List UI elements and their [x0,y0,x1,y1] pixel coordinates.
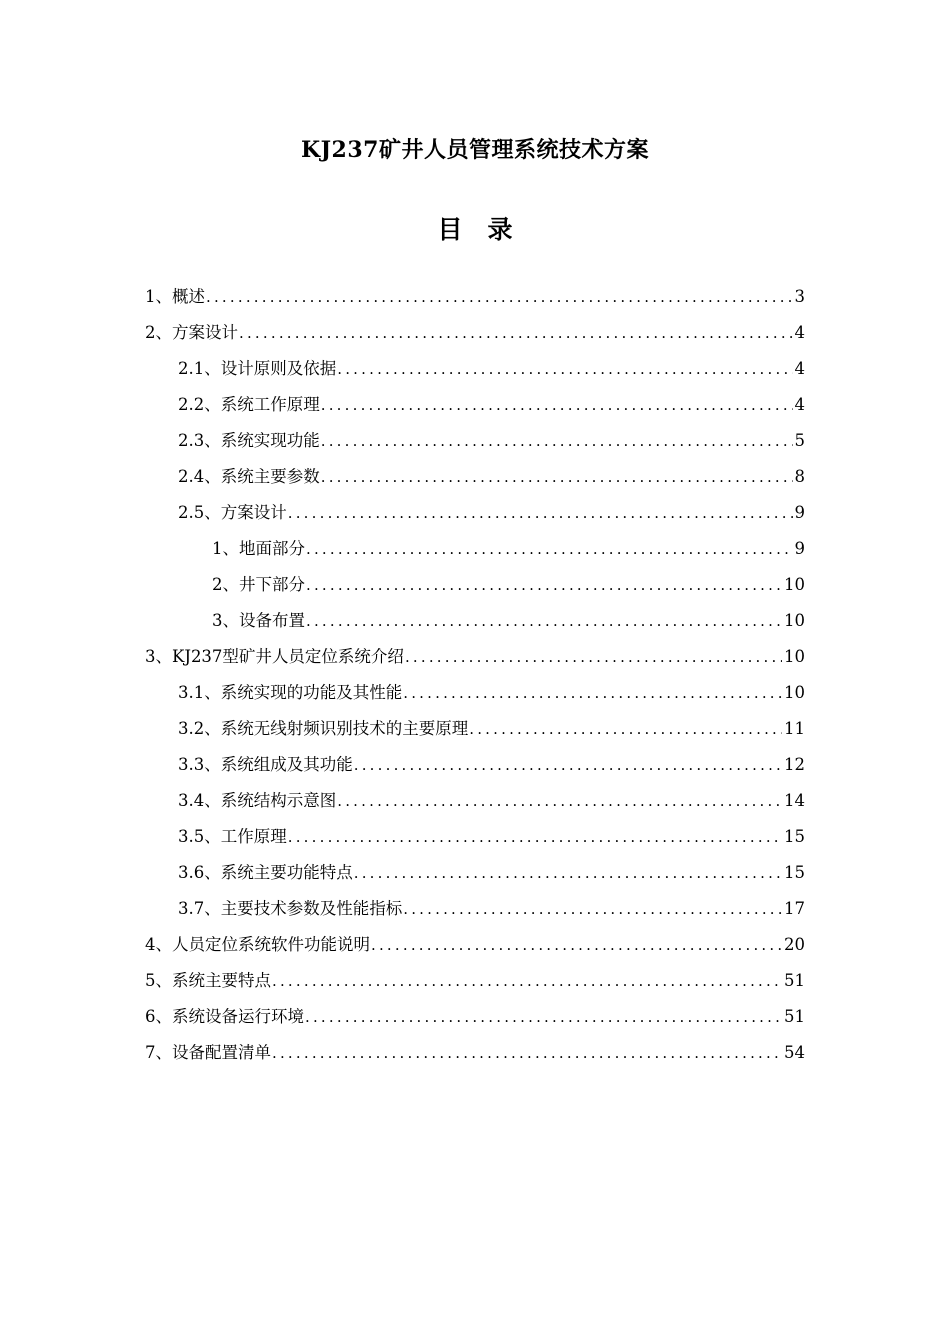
toc-entry-page: 10 [784,611,805,630]
toc-leader-dots [354,747,782,783]
toc-entry[interactable] [145,639,805,675]
toc-leader-dots [321,423,793,459]
toc-entry-page: 14 [784,791,805,810]
toc-entry[interactable] [178,423,805,459]
toc-entry-label: 4、人员定位系统软件功能说明 [145,935,370,954]
toc-entry[interactable] [178,855,805,891]
toc-entry-page: 11 [784,719,805,738]
toc-entry[interactable] [212,567,805,603]
toc-leader-dots [371,927,782,963]
toc-entry-page: 15 [784,863,805,882]
toc-leader-dots [306,603,782,639]
toc-heading: 目 录 [437,215,513,244]
toc-entry-label: 3.4、系统结构示意图 [178,791,337,810]
toc-entry[interactable] [178,495,805,531]
toc-entry[interactable] [145,963,805,999]
toc-entry[interactable] [145,999,805,1035]
toc-entry[interactable] [178,819,805,855]
toc-leader-dots [272,963,782,999]
toc-entry-label: 7、设备配置清单 [145,1043,271,1062]
toc-leader-dots [321,459,793,495]
toc-leader-dots [403,891,782,927]
toc-leader-dots [306,567,782,603]
toc-entry[interactable] [145,1035,805,1071]
toc-entry-page: 4 [794,395,805,414]
toc-entry-label: 3、设备布置 [212,611,305,630]
toc-entry-page: 5 [794,431,805,450]
toc-leader-dots [272,1035,782,1071]
toc-entry[interactable] [212,531,805,567]
toc-entry-page: 3 [794,287,805,306]
toc-entry[interactable] [178,459,805,495]
toc-entry-page: 10 [784,683,805,702]
toc-entry-page: 9 [794,539,805,558]
toc-leader-dots [337,783,782,819]
document-title: KJ237矿井人员管理系统技术方案 [301,137,649,163]
toc-entry[interactable] [178,711,805,747]
toc-entry-label: 3、KJ237型矿井人员定位系统介绍 [145,647,404,666]
toc-entry[interactable] [145,315,805,351]
toc-leader-dots [405,639,782,675]
toc-entry-page: 17 [784,899,805,918]
toc-entry-label: 2.5、方案设计 [178,503,287,522]
toc-leader-dots [239,315,793,351]
toc-entry-page: 9 [794,503,805,522]
toc-entry-page: 12 [784,755,805,774]
toc-leader-dots [469,711,782,747]
toc-entry-label: 2.3、系统实现功能 [178,431,320,450]
toc-entry-page: 8 [794,467,805,486]
toc-entry[interactable] [178,351,805,387]
toc-entry-label: 1、地面部分 [212,539,305,558]
toc-entry[interactable] [212,603,805,639]
toc-entry[interactable] [178,747,805,783]
toc-entry[interactable] [178,783,805,819]
toc-entry-label: 3.6、系统主要功能特点 [178,863,353,882]
toc-entry-label: 3.1、系统实现的功能及其性能 [178,683,403,702]
toc-entry-page: 4 [794,359,805,378]
toc-entry[interactable] [178,387,805,423]
toc-entry[interactable] [178,891,805,927]
toc-leader-dots [206,279,793,315]
toc-entry-label: 5、系统主要特点 [145,971,271,990]
toc-entry-page: 54 [784,1043,805,1062]
toc-entry-page: 10 [784,575,805,594]
toc-entry-label: 2.2、系统工作原理 [178,395,320,414]
toc-entry-label: 3.3、系统组成及其功能 [178,755,353,774]
toc-leader-dots [337,351,792,387]
toc-entry-page: 51 [784,971,805,990]
toc-leader-dots [354,855,782,891]
toc-leader-dots [306,531,793,567]
toc-entry-label: 3.5、工作原理 [178,827,287,846]
toc-entry-label: 2、方案设计 [145,323,238,342]
toc-entry-label: 3.7、主要技术参数及性能指标 [178,899,403,918]
toc-leader-dots [288,819,782,855]
toc-entry[interactable] [178,675,805,711]
toc-entry-label: 2.4、系统主要参数 [178,467,320,486]
toc-entry-label: 2.1、设计原则及依据 [178,359,337,378]
toc-entry-page: 20 [784,935,805,954]
toc-entry[interactable] [145,927,805,963]
toc-entry-label: 3.2、系统无线射频识别技术的主要原理 [178,719,469,738]
toc-entry-page: 15 [784,827,805,846]
toc-entry-page: 4 [794,323,805,342]
toc-entry-label: 2、井下部分 [212,575,305,594]
toc-leader-dots [305,999,782,1035]
toc-leader-dots [403,675,782,711]
toc-leader-dots [321,387,793,423]
toc-entry-label: 6、系统设备运行环境 [145,1007,304,1026]
toc-entry-label: 1、概述 [145,287,205,306]
toc-entry-page: 51 [784,1007,805,1026]
toc-entry-page: 10 [784,647,805,666]
toc-leader-dots [288,495,793,531]
toc-entry[interactable] [145,279,805,315]
